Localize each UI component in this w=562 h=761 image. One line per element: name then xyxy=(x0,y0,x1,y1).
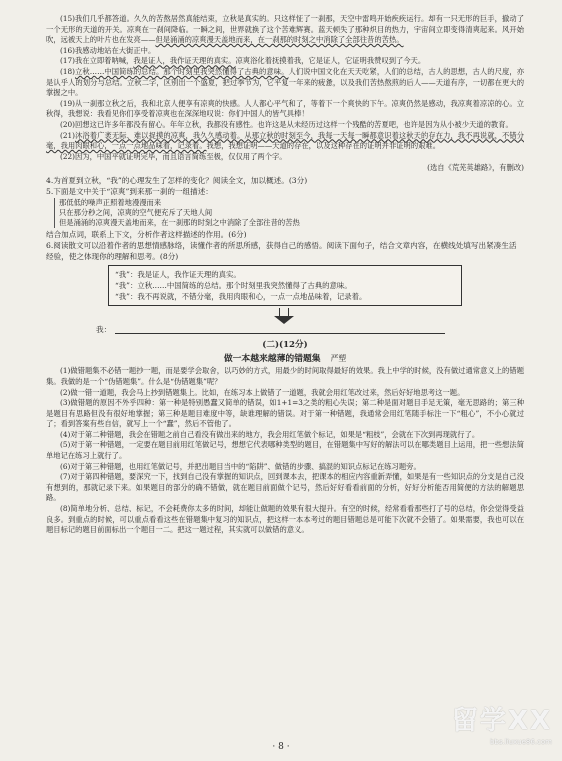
s2-para-4: (4)对于第二种错题，我会在错题之前自己看没有做出来的地方，我会用红笔做个标记，如果是“粗枝”，会就在下次到再现就行了。 xyxy=(60,429,480,439)
q5-quote-3: 但是涌涌的凉爽漫天盖地而来，在一刹那的时刻之中消除了全部往昔的苦热 xyxy=(59,218,300,228)
q6-answer-label: 我： xyxy=(96,325,112,335)
para-17: (17)我在立即着呐喊，我是证人，我作证天理的真实。凉爽浴化着抚摸着我，它是证人，它证明我赞叹到了今天。 xyxy=(60,56,426,66)
para-19: (19)从一刹那立秋之后，我和北京人便享有凉爽的快感。人人都心平气和了，等着下一个爽快的下午。凉爽仍然是感动，我凉爽着凉凉的心。立秋得，我想说：我看见你们享受着凉爽也在深深地叹说：你们中国人的皆气具棒！ xyxy=(46,98,524,119)
s2-para-6: (6)对于第三种错题，也用红笔做记号，并把出题目当中的“陷阱”、做错的步骤、搞混的知识点标记在练习题旁。 xyxy=(60,461,421,471)
s2-para-3: (3)做错题的原因不外乎四种：第一种是特别愚蠢又简单的错误，如1+1=3之类的粗心失误；第二种是面对题目手足无策，毫无思路的；第三种是题目有思路但没有很好地掌握；第三种是题目难度中等，缺谁理解的错误。对于第一种错题，我通常会用红笔随手标注一下“粗心”，不小心就过了；看到答案有些自信，就写上一个“蠢”，然后不管他了。 xyxy=(46,398,524,429)
article-title: 做一本越来越薄的错题集 xyxy=(223,354,321,365)
watermark-url: bbs.liuxue86.com xyxy=(489,738,552,746)
para-15: (15)我们几乎都答道。久久的苦熬居然真能结束，立秋是真实的。只这样怔了一刹那，天空中雷鸣开始疾疾运行。却有一只无形的巨手，撤动了一个无形的天道的开关。凉爽在一刹间降临。一瞬之间，世界就换了这个苦难辉赛。蓝天顿失了那种炽目的热力，宇宙间立即变得清爽起来。风开始吹，远被天上的叶片也在发亮——但是涌涌的凉爽漫天盖地而来，在一刹那的时刻之中消除了全部往昔的苦热。 xyxy=(46,14,524,45)
q6-answer-line[interactable] xyxy=(96,324,524,336)
q5-quote-1: 那低低的噪声正照着地漫漫而来 xyxy=(59,198,162,208)
q6-quote-3: “我”：我不再说就，不错分毫，我用肉眼和心，一点一点地品味着，记录着。 xyxy=(115,292,367,302)
s2-para-5: (5)对于第一种错题，一定要在题目前用红笔做记号，想想它代表哪种类型的题目，在错题集中写好的解法可以在哪类题目上运用，把一些想法简单地记在练习上就行了。 xyxy=(46,440,524,461)
question-6: 6.阅读散文可以沿着作者的思想情感脉络，读懂作者的所思所感，获得自己的感悟。阅读下面句子，结合文章内容，在横线处填写出紧凑生活经验，使之体现你的理解和思考。(8分) xyxy=(46,241,517,262)
q6-quote-box xyxy=(108,265,462,306)
passage-1 xyxy=(46,14,524,536)
article-author: 严塑 xyxy=(330,354,347,364)
source-citation: (选自《荒芜英雄路》，有删改) xyxy=(427,163,524,173)
section-2-label: (二)(12分) xyxy=(262,340,308,351)
para-22: (22)因为，中国平就证明完毕，而且语言简练至极，仅仅用了两个字。 xyxy=(60,151,287,161)
s2-para-7: (7)对于第四种错题，要深究一下，找到自己没有掌握的知识点，回到课本去，把课本的相应内容重新弄懂，如果是有一些知识点的分支是自己没有想到的，那就记录下来。如果题目的部分的确不错做，就在题目前面做个记号，然后好好看看前面的分析，好好分析能否用简便的方法的解题思路。 xyxy=(46,472,524,503)
section-2-title xyxy=(46,351,524,364)
question-5: 5.下面是文中关于“凉爽”到来那一刹的一组描述： xyxy=(46,187,213,197)
q6-quote-2: “我”：立秋……中国简练的总结。那个时刻里我突然懂得了古典的意味。 xyxy=(115,281,352,291)
para-16: (16)我感动地站在大街正中。 xyxy=(60,45,156,55)
q6-quote-1: “我”：我是证人，我作证天理的真实。 xyxy=(115,270,241,280)
para-20: (20)回想这已许多年都没有留心。年年立秋，我都没有感性。也许这是从未经历过这样一个残酷的苦夏吧，也许是因为从小被少天道的教育。 xyxy=(60,119,513,129)
down-arrow-icon xyxy=(115,308,455,324)
q5-quote-block xyxy=(54,198,524,228)
q6-answer-blank[interactable] xyxy=(115,333,445,334)
watermark-logo xyxy=(436,700,556,754)
question-5-task: 结合加点词，联系上下文，分析作者这样描述的作用。(6分) xyxy=(46,230,247,240)
page-number: · 8 · xyxy=(272,742,290,752)
question-4: 4.为首夏到立秋，“我”的心理发生了怎样的变化？阅读全文，加以概述。(3分) xyxy=(46,176,308,186)
s2-para-1: (1)做错题集不必错一题抄一题，而是要学会取舍，以巧妙的方式，用最少的时间取得最好的效果。我上中学的时候，没有做过通常意义上的错题集。我做的是一个“伪错题集”。什么是“伪错题集”呢？ xyxy=(46,366,524,386)
para-18: (18)立秋……中国简练的总结。那个时刻里我突然懂得了古典的意味。人们说中国文化在天天吃紧，人们的总结，古人的思想，古人的尺度，亦是认乎人的划分与总结。立秋二字，区别出一个盛夏，把过季节为，它平复一年来的疲惫，以及我们苦热熬煎的后人——天道有序，一切都在更大的掌握之中。 xyxy=(46,66,525,98)
s2-para-8: (8)简单地分析、总结、标记，不会耗费你太多的时间，却能让做题的效果有很大提升。有空的时候，经常看看那些打了号的总结，你会觉得受益良多。到重点的时候，可以重点看看这些在错题集中复习的知识点，把这样一本本考过的题目错题总是可能下次就不会错了。如果需要，我也可以在题目标记的题目前面标出一个题目一二。把这一题过程，其实就可以做错的意义。 xyxy=(46,504,524,535)
q5-quote-2: 只在那分秒之间，凉爽的空气便充斥了天地人间 xyxy=(59,208,213,218)
s2-para-2: (2)做一错一道题，我会马上抄到错题集上。比如，在练习本上做错了一道题，我就会用红笔改过来，然后好好地思考这一题。 xyxy=(60,387,465,397)
watermark-brand: 留学ⅩⅩ xyxy=(451,706,552,736)
para-21: (21)沐浴着广袤无际、难以捉摸的凉爽，我久久感动着。从那立秋的时刻至今，我每一天每一瞬都意识着这秋天的存在力，我不再说就，不错分毫，我用肉眼和心，一点一点地品味着，记录着。我想，我想证明——天道的存在，以及这种存在的证明并非证明的艰难。 xyxy=(46,130,524,151)
